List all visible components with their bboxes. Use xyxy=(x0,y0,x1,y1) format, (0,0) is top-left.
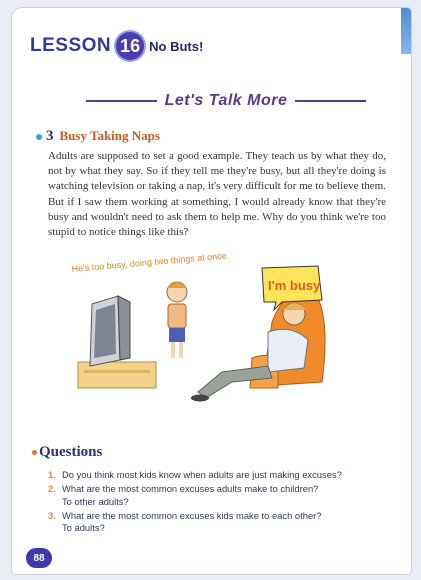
section-banner xyxy=(86,92,366,110)
illustration-tv-dad-kid xyxy=(72,262,342,412)
lesson-label: LESSON xyxy=(30,35,112,56)
kid-hair xyxy=(167,282,187,288)
questions-title: Questions xyxy=(39,444,103,460)
kid-shirt xyxy=(168,304,186,328)
section-heading xyxy=(36,128,160,145)
banner-rule-left xyxy=(86,100,157,102)
questions-heading xyxy=(32,444,102,461)
questions-bullet-icon xyxy=(32,450,37,455)
questions-list xyxy=(48,469,388,536)
question-text-followup: To adults? xyxy=(62,522,105,533)
illustration-caption: He's too busy, doing two things at once. xyxy=(71,250,230,274)
tv-side xyxy=(118,296,130,360)
question-text: What are the most common excuses adults make to children? xyxy=(62,483,319,494)
banner-rule-right xyxy=(295,100,366,102)
kid-leg-right xyxy=(179,342,183,358)
tv-screen xyxy=(94,304,116,358)
dad-slipper xyxy=(191,395,209,402)
question-number: 1. xyxy=(48,469,56,480)
kid-leg-left xyxy=(171,342,175,358)
question-text: Do you think most kids know when adults are just making excuses? xyxy=(62,469,342,480)
section-number: 3 xyxy=(46,128,54,144)
question-item xyxy=(48,483,388,508)
lesson-header xyxy=(30,32,203,60)
dad-shirt xyxy=(268,329,308,372)
question-number: 3. xyxy=(48,509,56,521)
question-text: What are the most common excuses kids make to each other? xyxy=(62,509,322,521)
section-banner-title: Let's Talk More xyxy=(164,92,288,109)
page-corner-tab xyxy=(401,8,411,54)
question-item xyxy=(48,510,388,535)
speech-bubble-text: I'm busy xyxy=(268,278,321,293)
body-paragraph: Adults are supposed to set a good example. They teach us by what they do, not by what they say. So if they tell me they're busy, but all they're doing is watching television or taking a nap, it's very difficult for me to believe them. But if I saw them working at something, I would already know that they're busy and wouldn't need to ask them to help me. Why do you think we're too stupid to notice things like this? xyxy=(48,150,386,239)
question-text-followup: To other adults? xyxy=(62,495,129,507)
lesson-number-badge: 16 xyxy=(116,32,144,60)
tv-stand-shelf xyxy=(84,370,150,373)
question-item xyxy=(48,469,388,482)
bullet-icon xyxy=(36,134,42,140)
lesson-title: No Buts! xyxy=(149,38,204,54)
kid-shorts xyxy=(169,328,185,342)
page-number: 88 xyxy=(26,548,52,568)
question-number: 2. xyxy=(48,483,56,494)
section-title: Busy Taking Naps xyxy=(59,128,160,143)
book-page xyxy=(12,8,411,574)
